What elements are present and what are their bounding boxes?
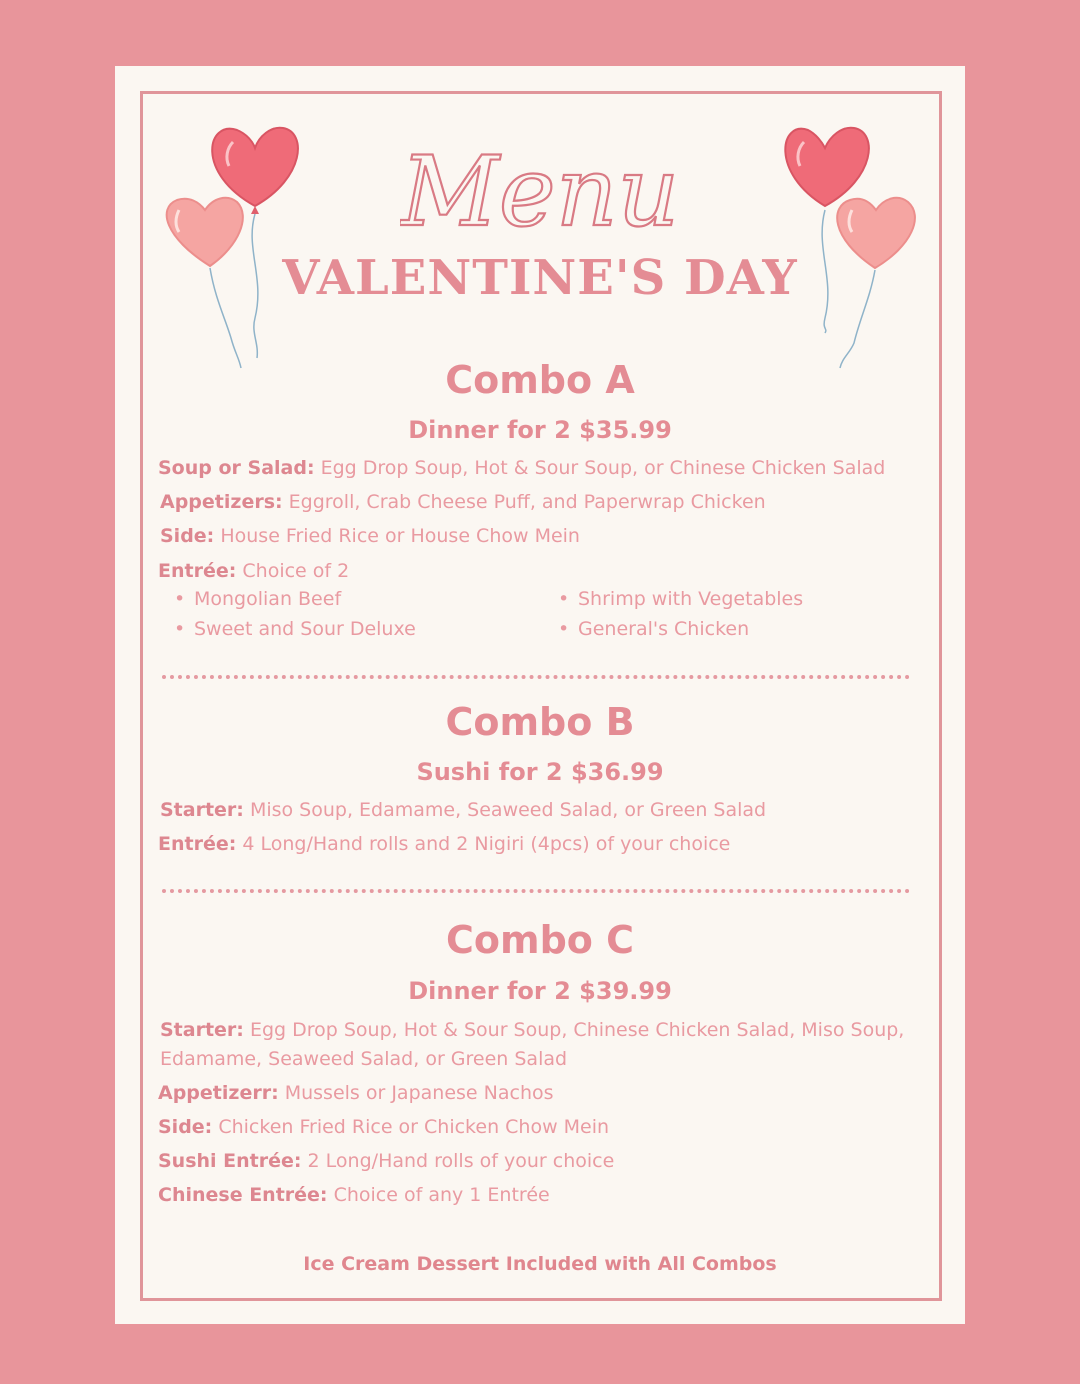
page-title: VALENTINE'S DAY bbox=[282, 250, 798, 306]
combo-c-side-line: Side: Chicken Fried Rice or Chicken Chow Mein bbox=[158, 1116, 610, 1138]
combo-c-subtitle: Dinner for 2 $39.99 bbox=[408, 977, 672, 1005]
balloons-left-illustration bbox=[155, 118, 315, 373]
combo-a-entree-line: Entrée: Choice of 2 bbox=[158, 560, 350, 582]
combo-a-soup-line: Soup or Salad: Egg Drop Soup, Hot & Sour Soup, or Chinese Chicken Salad bbox=[158, 457, 886, 479]
combo-b-title: Combo B bbox=[445, 700, 635, 744]
combo-c-chinese-entree-line: Chinese Entrée: Choice of any 1 Entrée bbox=[158, 1184, 550, 1206]
dessert-note: Ice Cream Dessert Included with All Combos bbox=[303, 1253, 777, 1275]
menu-script-title bbox=[400, 125, 680, 265]
combo-c-title: Combo C bbox=[445, 918, 634, 962]
combo-b-starter-line: Starter: Miso Soup, Edamame, Seaweed Salad, or Green Salad bbox=[160, 799, 767, 821]
dotted-divider bbox=[162, 675, 910, 679]
combo-c-appetizer-line: Appetizerr: Mussels or Japanese Nachos bbox=[158, 1082, 554, 1104]
entree-option: • General's Chicken bbox=[558, 618, 749, 640]
entree-option: • Mongolian Beef bbox=[174, 588, 341, 610]
balloons-right-illustration bbox=[770, 118, 930, 373]
entree-option: • Shrimp with Vegetables bbox=[558, 588, 803, 610]
combo-b-entree-line: Entrée: 4 Long/Hand rolls and 2 Nigiri (4pcs) of your choice bbox=[158, 833, 731, 855]
combo-b-subtitle: Sushi for 2 $36.99 bbox=[416, 758, 664, 786]
entree-option: • Sweet and Sour Deluxe bbox=[174, 618, 416, 640]
svg-text:Menu: Menu bbox=[400, 136, 680, 248]
combo-a-appetizers-line: Appetizers: Eggroll, Crab Cheese Puff, and Paperwrap Chicken bbox=[160, 491, 766, 513]
combo-a-title: Combo A bbox=[445, 358, 635, 402]
dotted-divider bbox=[162, 889, 910, 893]
combo-a-side-line: Side: House Fried Rice or House Chow Mein bbox=[160, 525, 580, 547]
combo-c-sushi-entree-line: Sushi Entrée: 2 Long/Hand rolls of your choice bbox=[158, 1150, 615, 1172]
heart-balloon-icon bbox=[785, 128, 869, 206]
combo-c-starter-line: Starter: Egg Drop Soup, Hot & Sour Soup, Chinese Chicken Salad, Miso Soup, bbox=[160, 1019, 905, 1041]
combo-a-subtitle: Dinner for 2 $35.99 bbox=[408, 416, 672, 444]
combo-c-starter-line-cont: Edamame, Seaweed Salad, or Green Salad bbox=[160, 1048, 568, 1070]
